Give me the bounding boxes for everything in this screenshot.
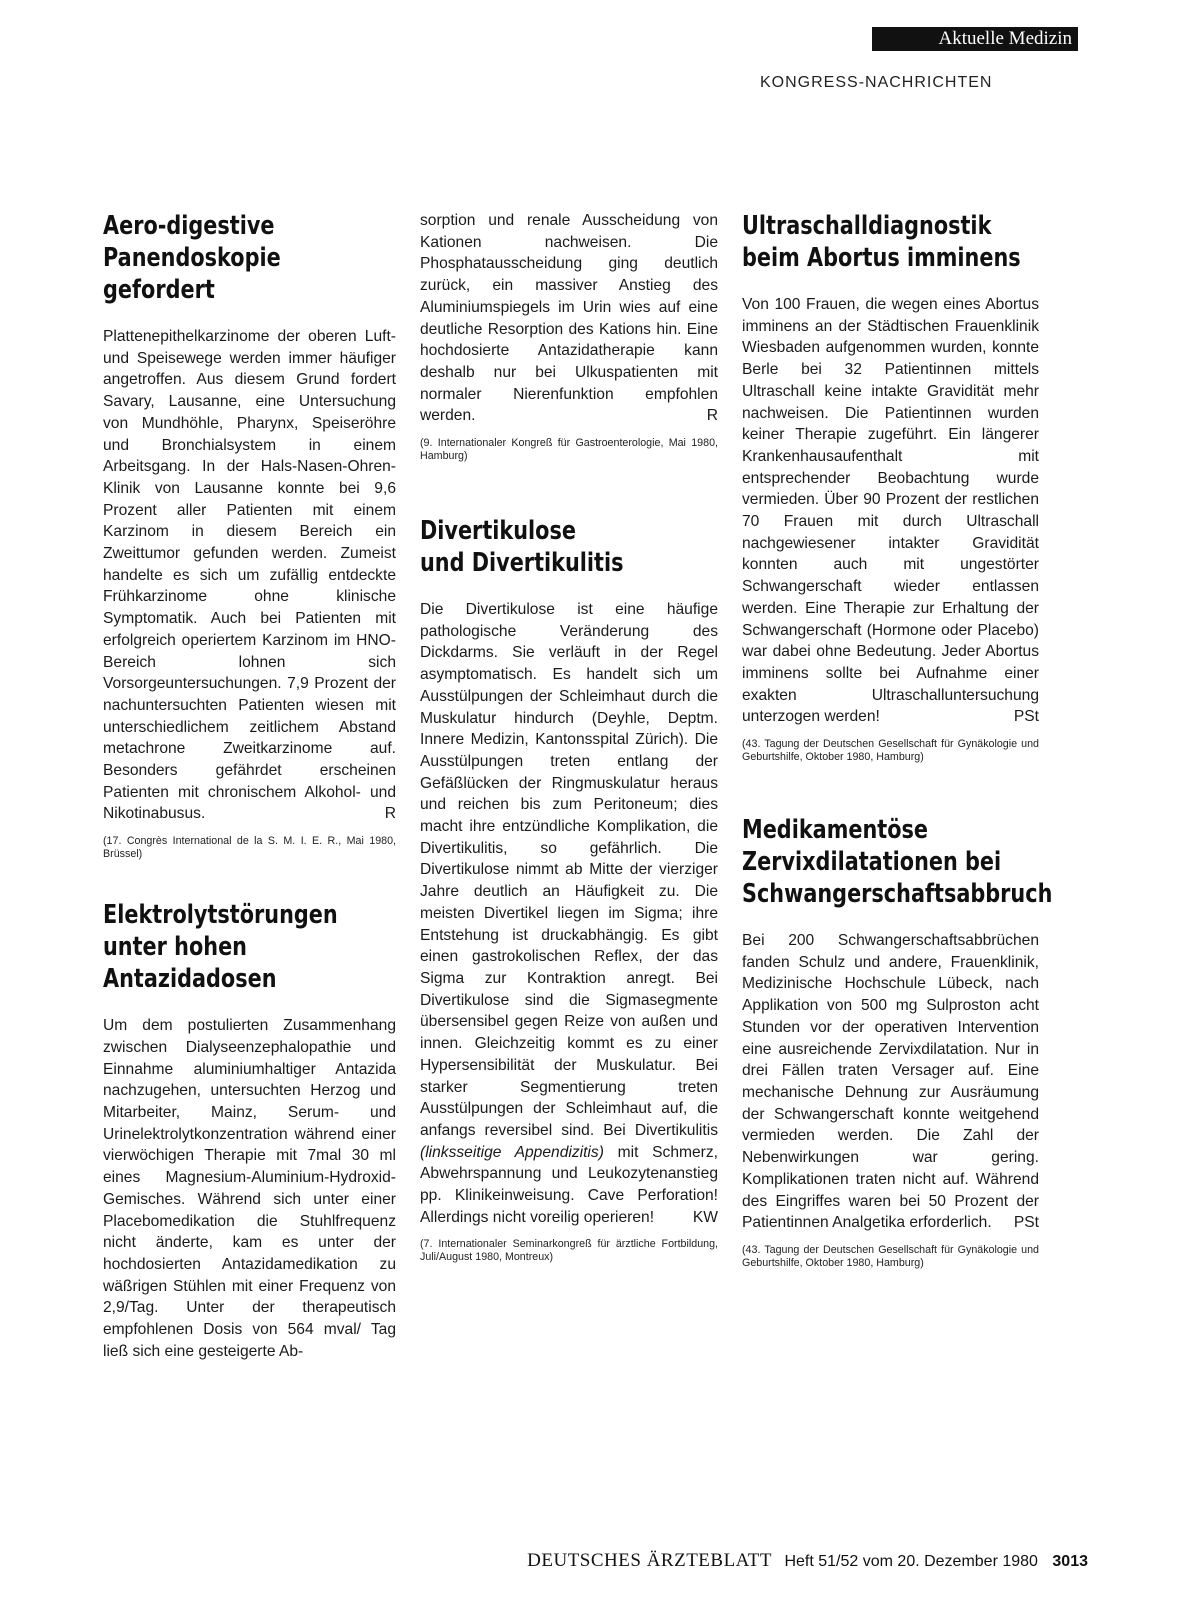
- article-body: Plattenepithelkarzinome der oberen Luft- und Speisewege werden immer häufiger angetroffen. Aus diesem Grund fordert Savary, Lausanne, eine Untersuchung von Mundhöhle, Pharynx, Speiseröhre und Bronchialsystem in einem Arbeitsgang. In der Hals-Nasen-Ohren-Klinik von Lausanne konnte bei 9,6 Prozent aller Patienten mit einem Karzinom in diesem Bereich ein Zweittumor gefunden werden. Zumeist handelte es sich um zufällig entdeckte Frühkarzinome ohne klinische Symptomatik. Auch bei Patienten mit erfolgreich operiertem Karzinom im HNO-Bereich lohnen sich Vorsorgeuntersuchungen. 7,9 Prozent der nachuntersuchten Patienten wiesen mit unterschiedlichem zeitlichem Abstand metachrone Zweitkarzinome auf. Besonders gefährdet erscheinen Patienten mit chronischem Alkohol- und Nikotinabusus. R: [103, 326, 396, 825]
- article-title: Elektrolytstörungen unter hohen Antazidadosen: [103, 900, 338, 995]
- article-body: Bei 200 Schwangerschaftsabbrüchen fanden Schulz und andere, Frauenklinik, Medizinische Hochschule Lübeck, nach Applikation von 500 mg Sulproston acht Stunden vor der operativen Intervention eine ausreichende Zervixdilatation. Nur in drei Fällen traten Versager auf. Eine mechanische Dehnung zur Ausräumung der Schwangerschaft konnte weitgehend vermieden werden. Die Zahl der Nebenwirkungen war gering. Komplikationen traten nicht auf. Während des Eingriffes waren bei 50 Prozent der Patientinnen Analgetika erforderlich. PSt: [742, 930, 1039, 1234]
- article-title: Ultraschalldiagnostik beim Abortus imminens: [742, 211, 1021, 273]
- author-signature: R: [384, 805, 396, 823]
- article-source: (43. Tagung der Deutschen Gesellschaft für Gynäkologie und Geburtshilfe, Oktober 1980, Hamburg): [742, 738, 1039, 764]
- article-body: Die Divertikulose ist eine häufige pathologische Veränderung des Dickdarms. Sie verläuft in der Regel asymptomatisch. Es handelt sich um Ausstülpungen der Schleimhaut durch die Muskulatur hindurch (Deyhle, Deptm. Innere Medizin, Kantonsspital Zürich). Die Ausstülpungen treten entlang der Gefäßlücken der Ringmuskulatur heraus und reichen bis zum Peritoneum; dies macht ihre entzündliche Komplikation, die Divertikulitis, so gefährlich. Die Divertikulose nimmt ab Mitte der vierziger Jahre deutlich an Häufigkeit zu. Die meisten Divertikel liegen im Sigma; ihre Entstehung ist druckabhängig. Es gibt einen gastrokolischen Reflex, der das Sigma zur Kontraktion anregt. Bei Divertikulose sind die Sigmasegmente übersensibel gegen Reize von außen und innen. Gleichzeitig kommt es zu einer Hypersensibilität der Muskulatur. Bei starker Segmentierung treten Ausstülpungen der Schleimhaut auf, die anfangs reversibel sind. Bei Divertikulitis (linksseitige Appendizitis) mit Schmerz, Abwehrspannung und Leukozytenanstieg pp. Klinikeinweisung. Cave Perforation! Allerdings nicht voreilig operieren! KW: [420, 599, 718, 1228]
- article-aero-digestive: [103, 210, 396, 861]
- article-elektrolyt-continued: [420, 210, 718, 463]
- journal-name: DEUTSCHES ÄRZTEBLATT: [527, 1550, 773, 1571]
- issue-info: Heft 51/52 vom 20. Dezember 1980: [784, 1553, 1038, 1570]
- page-footer: [527, 1550, 1088, 1572]
- column-left: [103, 210, 396, 1362]
- article-source: (7. Internationaler Seminarkongreß für ärztliche Fortbildung, Juli/August 1980, Montreux): [420, 1238, 718, 1264]
- article-body: Von 100 Frauen, die wegen eines Abortus imminens an der Städtischen Frauenklinik Wiesbaden aufgenommen wurden, konnte Berle bei 32 Patientinnen mittels Ultraschall keine intakte Gravidität mehr nachweisen. Die Patientinnen wurden keiner Therapie zugeführt. Ein längerer Krankenhausaufenthalt mit entsprechender Beobachtung wurde vermieden. Über 90 Prozent der restlichen 70 Frauen mit durch Ultraschall nachgewiesener intakter Gravidität konnten auch mit ungestörter Schwangerschaft wieder entlassen werden. Eine Therapie zur Erhaltung der Schwangerschaft (Hormone oder Placebo) war dabei ohne Bedeutung. Jeder Abortus imminens sollte bei Aufnahme einer exakten Ultraschalluntersuchung unterzogen werden! PSt: [742, 294, 1039, 728]
- author-signature: PSt: [1013, 1214, 1039, 1232]
- column-middle: [420, 210, 718, 1302]
- article-title: Divertikulose und Divertikulitis: [420, 516, 624, 579]
- rubric-heading: KONGRESS-NACHRICHTEN: [760, 74, 993, 91]
- article-source: (43. Tagung der Deutschen Gesellschaft für Gynäkologie und Geburtshilfe, Oktober 1980, Hamburg): [742, 1243, 1039, 1269]
- author-signature: KW: [692, 1208, 718, 1226]
- author-signature: R: [706, 407, 718, 425]
- article-zervixdilatation: [742, 814, 1053, 1270]
- article-elektrolyt: [103, 899, 396, 1362]
- section-tab: Aktuelle Medizin: [872, 27, 1078, 51]
- article-title: Medikamentöse Zervixdilatationen bei Schwangerschaftsabbruch: [742, 815, 1053, 910]
- column-right: [742, 210, 1053, 1308]
- page-number: 3013: [1052, 1553, 1088, 1570]
- author-signature: PSt: [1013, 708, 1039, 726]
- article-ultraschall: [742, 210, 1039, 764]
- article-body: Um dem postulierten Zusammenhang zwischen Dialyseenzephalopathie und Einnahme aluminiumhaltiger Antazida nachzugehen, untersuchten Herzog und Mitarbeiter, Mainz, Serum- und Urinelektrolytkonzentration während einer vierwöchigen Therapie mit 7mal 30 ml eines Magnesium-Aluminium-Hydroxid-Gemisches. Während sich unter einer Placebomedikation die Stuhlfrequenz nicht änderte, kam es unter der hochdosierten Antazidamedikation zu wäßrigen Stühlen mit einer Frequenz von 2,9/Tag. Unter der therapeutisch empfohlenen Dosis von 564 mval/ Tag ließ sich eine gesteigerte Ab-: [103, 1017, 396, 1360]
- article-source: (9. Internationaler Kongreß für Gastroenterologie, Mai 1980, Hamburg): [420, 437, 718, 463]
- article-body: sorption und renale Ausscheidung von Kationen nachweisen. Die Phosphatausscheidung ging deutlich zurück, ein massiver Anstieg des Aluminiumspiegels im Urin wies auf eine deutliche Resorption des Kations hin. Eine hochdosierte Antazidatherapie kann deshalb nur bei Ulkuspatienten mit normaler Nierenfunktion empfohlen werden. R: [420, 210, 718, 427]
- article-source: (17. Congrès International de la S. M. I. E. R., Mai 1980, Brüssel): [103, 835, 396, 861]
- article-divertikulose: [420, 515, 718, 1264]
- article-title: Aero-digestive Panendoskopie gefordert: [103, 211, 281, 305]
